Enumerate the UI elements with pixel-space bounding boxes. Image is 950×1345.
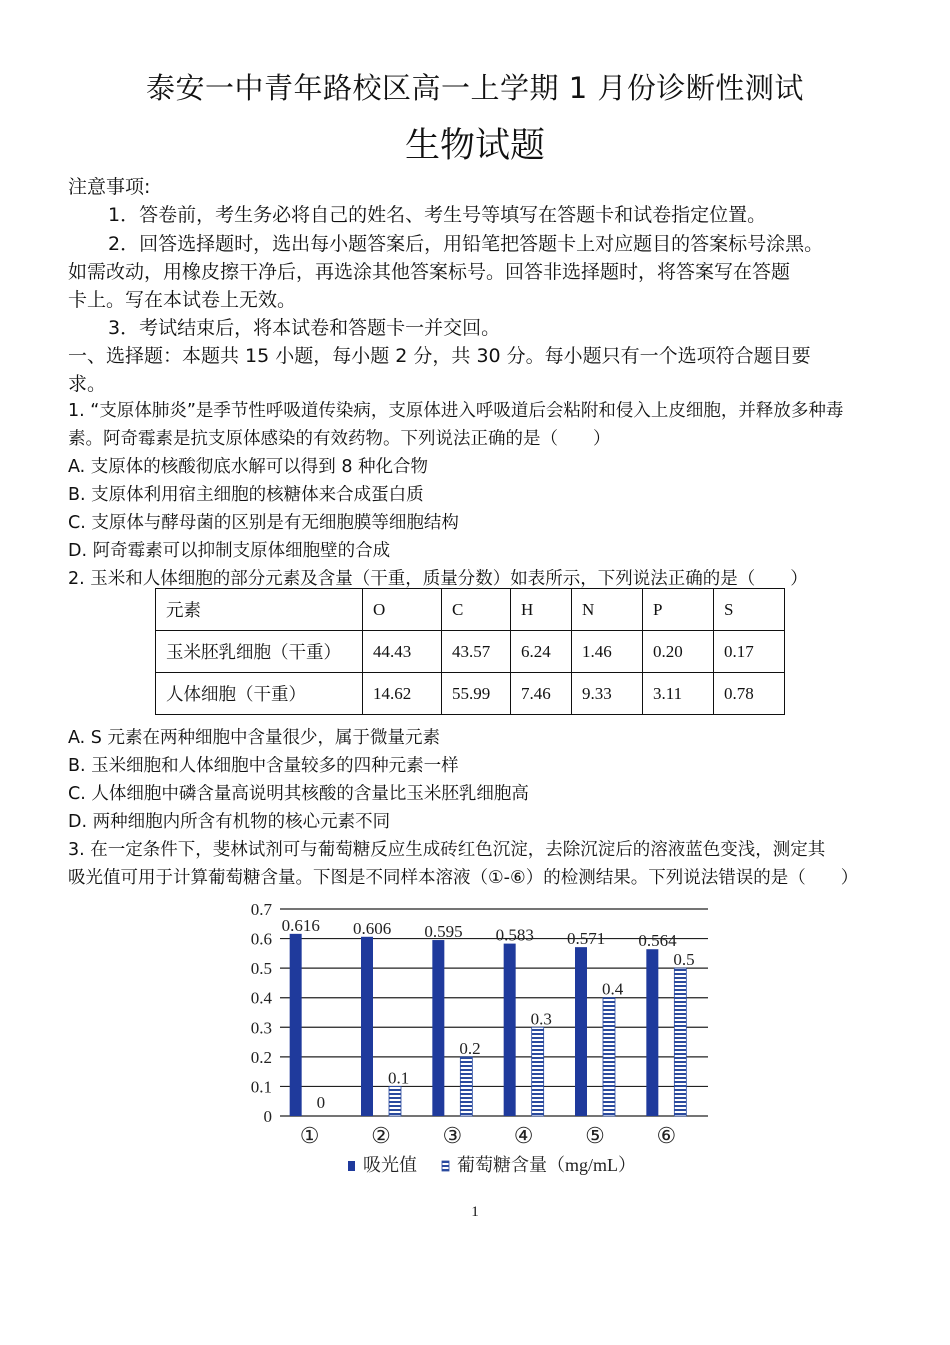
table-header-cell: 元素 — [156, 589, 363, 631]
absorbance-data-label: 0.583 — [495, 925, 534, 945]
absorbance-bar — [290, 934, 302, 1116]
glucose-bar — [460, 1057, 472, 1116]
table-header-cell: P — [643, 589, 714, 631]
glucose-bar — [674, 968, 686, 1116]
notes-item-3: 3．考试结束后，将本试卷和答题卡一并交回。 — [108, 317, 501, 339]
x-tick-label: ① — [299, 1123, 320, 1148]
q1-option-a: A. 支原体的核酸彻底水解可以得到 8 种化合物 — [68, 457, 429, 477]
table-cell: 0.20 — [643, 631, 714, 673]
table-cell: 9.33 — [572, 673, 643, 715]
q2-option-c: C. 人体细胞中磷含量高说明其核酸的含量比玉米胚乳细胞高 — [68, 784, 529, 804]
q1-stem: 1. “支原体肺炎”是季节性呼吸道传染病，支原体进入呼吸道后会粘附和侵入上皮细胞，并释放多种毒 — [68, 401, 844, 421]
absorbance-bar — [361, 937, 373, 1116]
section-heading: 一、选择题：本题共 15 小题，每小题 2 分，共 30 分。每小题只有一个选项符合题目要 — [68, 345, 811, 367]
glucose-data-label: 0.4 — [602, 979, 624, 999]
table-row — [156, 673, 785, 715]
table-cell: 7.46 — [511, 673, 572, 715]
q2-option-a: A. S 元素在两种细胞中含量很少，属于微量元素 — [68, 728, 440, 748]
y-tick-label: 0 — [263, 1107, 272, 1126]
absorbance-data-label: 0.616 — [281, 915, 320, 935]
notes-item-2-end: 卡上。写在本试卷上无效。 — [68, 289, 297, 311]
x-tick-label: ⑤ — [585, 1123, 605, 1148]
glucose-bar — [603, 998, 615, 1116]
absorbance-data-label: 0.571 — [567, 929, 606, 949]
y-tick-label: 0.5 — [250, 959, 272, 979]
y-tick-label: 0.2 — [250, 1047, 272, 1067]
absorbance-bar — [432, 940, 444, 1116]
section-heading-cont: 求。 — [68, 373, 107, 395]
q3-stem: 3. 在一定条件下，斐林试剂可与葡萄糖反应生成砖红色沉淀，去除沉淀后的溶液蓝色变浅，测定其 — [68, 840, 826, 860]
y-tick-label: 0.1 — [250, 1077, 272, 1097]
table-header-cell: O — [363, 589, 442, 631]
table-cell: 3.11 — [643, 673, 714, 715]
y-tick-label: 0.4 — [250, 988, 272, 1008]
y-tick-label: 0.7 — [250, 900, 272, 919]
glucose-absorbance-chart — [230, 893, 730, 1193]
table-header-cell: S — [714, 589, 785, 631]
q2-option-b: B. 玉米细胞和人体细胞中含量较多的四种元素一样 — [68, 756, 459, 776]
table-cell: 人体细胞（干重） — [156, 673, 363, 715]
x-tick-label: ② — [371, 1123, 391, 1148]
subject-title: 生物试题 — [404, 126, 545, 166]
table-header-cell: H — [511, 589, 572, 631]
glucose-data-label: 0.3 — [530, 1009, 552, 1029]
y-tick-label: 0.6 — [250, 929, 272, 949]
q1-option-d: D. 阿奇霉素可以抑制支原体细胞壁的合成 — [68, 541, 391, 561]
absorbance-bar — [575, 947, 587, 1116]
glucose-data-label: 0 — [316, 1093, 326, 1112]
y-tick-label: 0.3 — [250, 1018, 272, 1038]
table-row — [156, 631, 785, 673]
table-cell: 44.43 — [363, 631, 442, 673]
table-header-cell: C — [442, 589, 511, 631]
glucose-bar — [389, 1086, 401, 1116]
glucose-bar — [532, 1027, 544, 1116]
chart-bars — [290, 934, 687, 1116]
element-table — [155, 588, 785, 715]
q1-stem-cont: 素。阿奇霉素是抗支原体感染的有效药物。下列说法正确的是（ ） — [68, 429, 611, 449]
absorbance-data-label: 0.606 — [353, 918, 392, 938]
table-cell: 0.17 — [714, 631, 785, 673]
absorbance-bar — [646, 949, 658, 1116]
absorbance-bar — [504, 944, 516, 1116]
glucose-data-label: 0.1 — [388, 1068, 410, 1088]
q2-stem: 2. 玉米和人体细胞的部分元素及含量（干重，质量分数）如表所示，下列说法正确的是（ ） — [68, 569, 808, 589]
table-cell: 玉米胚乳细胞（干重） — [156, 631, 363, 673]
x-tick-label: ④ — [513, 1123, 534, 1148]
table-cell: 0.78 — [714, 673, 785, 715]
table-header-cell: N — [572, 589, 643, 631]
x-tick-label: ⑥ — [656, 1123, 677, 1148]
table-cell: 43.57 — [442, 631, 511, 673]
table-cell: 55.99 — [442, 673, 511, 715]
legend-swatch-absorbance — [348, 1161, 355, 1171]
notes-item-2: 2．回答选择题时，选出每小题答案后，用铅笔把答题卡上对应题目的答案标号涂黑。 — [108, 233, 824, 255]
q1-option-b: B. 支原体利用宿主细胞的核糖体来合成蛋白质 — [68, 485, 424, 505]
q3-stem-cont: 吸光值可用于计算葡萄糖含量。下图是不同样本溶液（①-⑥）的检测结果。下列说法错误的是（ ） — [68, 868, 859, 888]
table-cell: 6.24 — [511, 631, 572, 673]
absorbance-data-label: 0.595 — [424, 922, 463, 942]
q2-option-d: D. 两种细胞内所含有机物的核心元素不同 — [68, 812, 391, 832]
table-cell: 14.62 — [363, 673, 442, 715]
legend-label-absorbance: 吸光值 — [363, 1155, 417, 1175]
legend-label-glucose: 葡萄糖含量（mg/mL） — [457, 1155, 636, 1175]
notes-item-2-cont: 如需改动，用橡皮擦干净后，再选涂其他答案标号。回答非选择题时，将答案写在答题 — [68, 261, 791, 283]
q1-option-c: C. 支原体与酵母菌的区别是有无细胞膜等细胞结构 — [68, 513, 459, 533]
table-cell: 1.46 — [572, 631, 643, 673]
table-header-row — [156, 589, 785, 631]
notes-heading: 注意事项: — [68, 176, 151, 198]
page-number: 1 — [471, 1204, 479, 1220]
chart-legend — [348, 1155, 636, 1175]
glucose-data-label: 0.2 — [459, 1038, 481, 1058]
absorbance-data-label: 0.564 — [638, 931, 677, 951]
x-tick-label: ③ — [442, 1123, 463, 1148]
notes-item-1: 1．答卷前，考生务必将自己的姓名、考生号等填写在答题卡和试卷指定位置。 — [108, 204, 767, 226]
exam-title: 泰安一中青年路校区高一上学期 1 月份诊断性测试 — [146, 71, 804, 105]
glucose-data-label: 0.5 — [673, 950, 695, 970]
legend-swatch-glucose — [442, 1161, 449, 1171]
